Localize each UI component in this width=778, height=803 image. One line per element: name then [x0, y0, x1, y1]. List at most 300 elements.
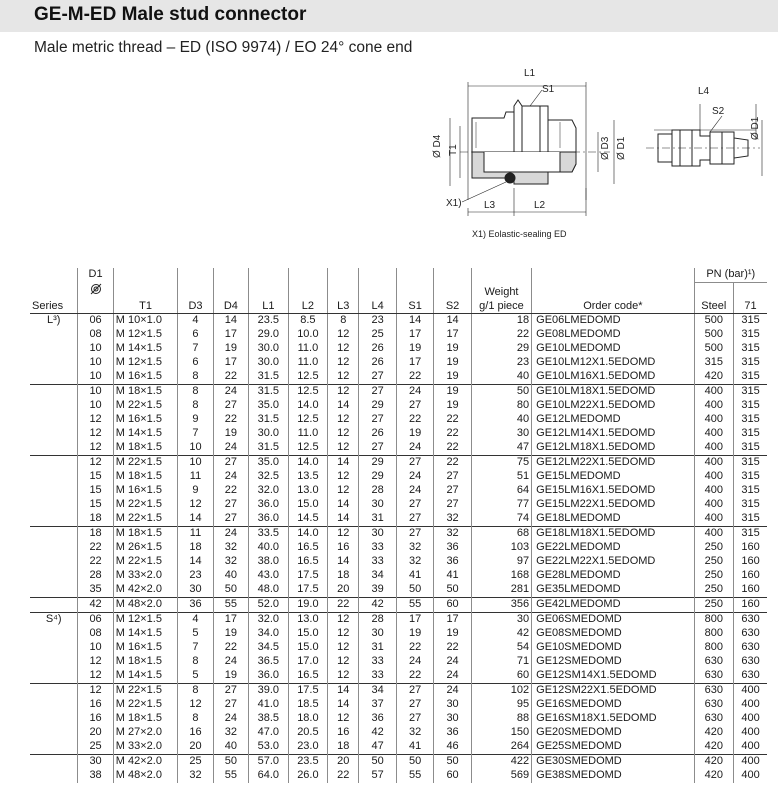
header-d1: D1 — [78, 268, 113, 283]
value-cell: 36 — [434, 541, 471, 555]
header-l1: L1 — [249, 299, 289, 314]
value-cell: 20 — [328, 583, 359, 598]
value-cell: 24 — [213, 441, 248, 456]
value-cell: 400 — [694, 470, 734, 484]
value-cell: 20.5 — [288, 726, 328, 740]
order-code-cell: GE12LMEDOMD — [532, 413, 694, 427]
value-cell: 103 — [471, 541, 531, 555]
table-row — [30, 456, 767, 471]
header-s1: S1 — [396, 299, 433, 314]
value-cell: 14 — [396, 314, 433, 329]
value-cell: 29 — [359, 456, 396, 471]
value-cell: 22 — [434, 641, 471, 655]
value-cell: 12 — [78, 456, 113, 471]
value-cell: 50 — [396, 583, 433, 598]
series-cell — [30, 555, 78, 569]
value-cell: 17 — [213, 328, 248, 342]
value-cell: 18.5 — [288, 698, 328, 712]
value-cell: 42 — [471, 627, 531, 641]
value-cell: 28 — [359, 484, 396, 498]
value-cell: 33 — [359, 555, 396, 569]
value-cell: 22 — [471, 328, 531, 342]
value-cell: 12.5 — [288, 413, 328, 427]
value-cell: 68 — [471, 527, 531, 542]
header-weight-unit: g/1 piece — [471, 299, 531, 314]
value-cell: 12 — [328, 413, 359, 427]
dim-label-l3: L3 — [484, 200, 496, 211]
value-cell: 569 — [471, 769, 531, 783]
value-cell: 36.0 — [249, 512, 289, 527]
series-cell — [30, 669, 78, 684]
series-cell — [30, 456, 78, 471]
value-cell: 27 — [359, 385, 396, 400]
value-cell: 35.0 — [249, 399, 289, 413]
value-cell: 30 — [434, 698, 471, 712]
header-l2: L2 — [288, 299, 328, 314]
value-cell: 19 — [213, 342, 248, 356]
thread-cell: M 33×2.0 — [113, 569, 178, 583]
value-cell: 22 — [396, 669, 433, 684]
value-cell: 35 — [78, 583, 113, 598]
value-cell: 27 — [213, 498, 248, 512]
series-cell — [30, 541, 78, 555]
value-cell: 315 — [734, 342, 767, 356]
value-cell: 11.0 — [288, 356, 328, 370]
value-cell: 14 — [328, 399, 359, 413]
value-cell: 800 — [694, 613, 734, 628]
value-cell: 19 — [434, 399, 471, 413]
value-cell: 19 — [213, 669, 248, 684]
value-cell: 630 — [734, 641, 767, 655]
value-cell: 36.0 — [249, 669, 289, 684]
order-code-cell: GE10LMEDOMD — [532, 342, 694, 356]
value-cell: 630 — [734, 669, 767, 684]
thread-cell: M 48×2.0 — [113, 598, 178, 613]
value-cell: 22 — [78, 541, 113, 555]
value-cell: 12 — [328, 470, 359, 484]
value-cell: 17.5 — [288, 569, 328, 583]
value-cell: 400 — [694, 441, 734, 456]
value-cell: 315 — [734, 441, 767, 456]
order-code-cell: GE42LMEDOMD — [532, 598, 694, 613]
value-cell: 26.0 — [288, 769, 328, 783]
value-cell: 500 — [694, 314, 734, 329]
value-cell: 12 — [328, 328, 359, 342]
order-code-cell: GE16SMEDOMD — [532, 698, 694, 712]
dim-label-s1: S1 — [542, 84, 555, 95]
order-code-cell: GE10LM18X1.5EDOMD — [532, 385, 694, 400]
dim-label-d1-side: Ø D1 — [750, 116, 761, 140]
value-cell: 95 — [471, 698, 531, 712]
value-cell: 29 — [359, 399, 396, 413]
value-cell: 23 — [471, 356, 531, 370]
value-cell: 50 — [396, 755, 433, 770]
table-row — [30, 399, 767, 413]
value-cell: 10 — [178, 441, 213, 456]
specification-table — [30, 268, 767, 783]
value-cell: 18 — [328, 740, 359, 755]
dim-label-l4: L4 — [698, 86, 710, 97]
value-cell: 48.0 — [249, 583, 289, 598]
value-cell: 08 — [78, 627, 113, 641]
dim-label-t1: T1 — [448, 144, 459, 156]
header-d3: D3 — [178, 299, 213, 314]
series-cell — [30, 498, 78, 512]
value-cell: 34.5 — [249, 641, 289, 655]
value-cell: 400 — [734, 769, 767, 783]
value-cell: 33.5 — [249, 527, 289, 542]
value-cell: 27 — [213, 456, 248, 471]
value-cell: 315 — [734, 356, 767, 370]
series-cell — [30, 527, 78, 542]
value-cell: 16 — [78, 698, 113, 712]
value-cell: 24 — [213, 385, 248, 400]
value-cell: 400 — [734, 740, 767, 755]
value-cell: 160 — [734, 583, 767, 598]
value-cell: 17 — [396, 328, 433, 342]
value-cell: 630 — [694, 669, 734, 684]
value-cell: 42 — [359, 726, 396, 740]
value-cell: 32 — [213, 541, 248, 555]
value-cell: 12 — [328, 641, 359, 655]
header-d4: D4 — [213, 299, 248, 314]
value-cell: 12 — [328, 427, 359, 441]
series-cell — [30, 427, 78, 441]
thread-cell: M 16×1.5 — [113, 370, 178, 385]
value-cell: 51 — [471, 470, 531, 484]
value-cell: 10 — [78, 399, 113, 413]
order-code-cell: GE10SMEDOMD — [532, 641, 694, 655]
value-cell: 24 — [396, 484, 433, 498]
value-cell: 38 — [78, 769, 113, 783]
value-cell: 50 — [213, 755, 248, 770]
value-cell: 14 — [213, 314, 248, 329]
value-cell: 26 — [359, 427, 396, 441]
value-cell: 27 — [396, 399, 433, 413]
value-cell: 19 — [434, 356, 471, 370]
thread-cell: M 12×1.5 — [113, 356, 178, 370]
value-cell: 30 — [359, 527, 396, 542]
value-cell: 46 — [434, 740, 471, 755]
value-cell: 630 — [694, 684, 734, 699]
value-cell: 400 — [694, 527, 734, 542]
value-cell: 32.5 — [249, 470, 289, 484]
value-cell: 160 — [734, 555, 767, 569]
table-row — [30, 441, 767, 456]
value-cell: 250 — [694, 569, 734, 583]
thread-cell: M 48×2.0 — [113, 769, 178, 783]
value-cell: 356 — [471, 598, 531, 613]
thread-cell: M 22×1.5 — [113, 498, 178, 512]
thread-cell: M 16×1.5 — [113, 641, 178, 655]
table-row — [30, 555, 767, 569]
order-code-cell: GE12SMEDOMD — [532, 655, 694, 669]
dim-label-l1: L1 — [524, 68, 536, 79]
value-cell: 18 — [471, 314, 531, 329]
value-cell: 32.0 — [249, 613, 289, 628]
value-cell: 16.5 — [288, 555, 328, 569]
value-cell: 27 — [396, 512, 433, 527]
value-cell: 60 — [434, 769, 471, 783]
order-code-cell: GE15LM16X1.5EDOMD — [532, 484, 694, 498]
value-cell: 14.0 — [288, 399, 328, 413]
series-cell — [30, 370, 78, 385]
value-cell: 12 — [78, 427, 113, 441]
value-cell: 400 — [734, 684, 767, 699]
value-cell: 31 — [359, 512, 396, 527]
value-cell: 97 — [471, 555, 531, 569]
table-row — [30, 627, 767, 641]
value-cell: 20 — [328, 755, 359, 770]
dim-label-d4: Ø D4 — [432, 134, 443, 158]
header-l3: L3 — [328, 299, 359, 314]
value-cell: 19 — [434, 627, 471, 641]
value-cell: 8 — [178, 655, 213, 669]
value-cell: 22 — [434, 456, 471, 471]
value-cell: 40 — [213, 569, 248, 583]
value-cell: 18 — [178, 541, 213, 555]
value-cell: 27 — [434, 498, 471, 512]
table-row — [30, 427, 767, 441]
value-cell: 34.0 — [249, 627, 289, 641]
value-cell: 15 — [78, 470, 113, 484]
value-cell: 34 — [359, 569, 396, 583]
series-cell — [30, 684, 78, 699]
order-code-cell: GE12SM22X1.5EDOMD — [532, 684, 694, 699]
thread-cell: M 16×1.5 — [113, 413, 178, 427]
value-cell: 315 — [734, 456, 767, 471]
value-cell: 8 — [178, 712, 213, 726]
value-cell: 27 — [396, 698, 433, 712]
series-cell — [30, 441, 78, 456]
value-cell: 500 — [694, 342, 734, 356]
value-cell: 24 — [213, 527, 248, 542]
value-cell: 24 — [213, 655, 248, 669]
value-cell: 12 — [328, 370, 359, 385]
series-cell — [30, 385, 78, 400]
order-code-cell: GE12LM18X1.5EDOMD — [532, 441, 694, 456]
value-cell: 315 — [734, 498, 767, 512]
thread-cell: M 22×1.5 — [113, 555, 178, 569]
table-row — [30, 726, 767, 740]
value-cell: 32.0 — [249, 484, 289, 498]
order-code-cell: GE22LM22X1.5EDOMD — [532, 555, 694, 569]
value-cell: 22 — [213, 370, 248, 385]
table-row — [30, 541, 767, 555]
thread-cell: M 10×1.0 — [113, 314, 178, 329]
value-cell: 14.5 — [288, 512, 328, 527]
value-cell: 12 — [78, 413, 113, 427]
value-cell: 10 — [78, 385, 113, 400]
value-cell: 400 — [694, 484, 734, 498]
order-code-cell: GE12LM22X1.5EDOMD — [532, 456, 694, 471]
value-cell: 17.5 — [288, 583, 328, 598]
value-cell: 47.0 — [249, 726, 289, 740]
table-body — [30, 314, 767, 784]
value-cell: 27 — [434, 484, 471, 498]
table-row — [30, 470, 767, 484]
table-row — [30, 413, 767, 427]
value-cell: 77 — [471, 498, 531, 512]
value-cell: 17 — [396, 356, 433, 370]
value-cell: 12 — [78, 655, 113, 669]
order-code-cell: GE12LM14X1.5EDOMD — [532, 427, 694, 441]
value-cell: 8 — [178, 684, 213, 699]
value-cell: 25 — [359, 328, 396, 342]
order-code-cell: GE38SMEDOMD — [532, 769, 694, 783]
value-cell: 17 — [434, 613, 471, 628]
value-cell: 4 — [178, 613, 213, 628]
value-cell: 54 — [471, 641, 531, 655]
value-cell: 40.0 — [249, 541, 289, 555]
series-cell: S⁴) — [30, 613, 78, 628]
value-cell: 33 — [359, 669, 396, 684]
value-cell: 41 — [396, 569, 433, 583]
value-cell: 74 — [471, 512, 531, 527]
value-cell: 16 — [78, 712, 113, 726]
value-cell: 18.0 — [288, 712, 328, 726]
value-cell: 15.0 — [288, 641, 328, 655]
value-cell: 9 — [178, 413, 213, 427]
value-cell: 25 — [78, 740, 113, 755]
value-cell: 12 — [78, 669, 113, 684]
table-row — [30, 641, 767, 655]
value-cell: 630 — [694, 698, 734, 712]
table-row — [30, 583, 767, 598]
value-cell: 22 — [213, 413, 248, 427]
value-cell: 31.5 — [249, 385, 289, 400]
value-cell: 27 — [396, 684, 433, 699]
thread-cell: M 22×1.5 — [113, 512, 178, 527]
value-cell: 315 — [734, 427, 767, 441]
thread-cell: M 14×1.5 — [113, 669, 178, 684]
value-cell: 16.5 — [288, 669, 328, 684]
header-series: Series — [30, 299, 78, 314]
value-cell: 15.0 — [288, 627, 328, 641]
value-cell: 14 — [178, 555, 213, 569]
value-cell: 630 — [734, 627, 767, 641]
series-cell — [30, 726, 78, 740]
value-cell: 18 — [78, 527, 113, 542]
value-cell: 12 — [328, 342, 359, 356]
value-cell: 22 — [213, 484, 248, 498]
value-cell: 22 — [328, 598, 359, 613]
value-cell: 20 — [178, 740, 213, 755]
value-cell: 23 — [359, 314, 396, 329]
value-cell: 43.0 — [249, 569, 289, 583]
value-cell: 800 — [694, 641, 734, 655]
value-cell: 315 — [734, 527, 767, 542]
value-cell: 12 — [78, 684, 113, 699]
value-cell: 32 — [396, 555, 433, 569]
value-cell: 14.0 — [288, 456, 328, 471]
value-cell: 06 — [78, 613, 113, 628]
value-cell: 32 — [434, 527, 471, 542]
value-cell: 10 — [78, 370, 113, 385]
value-cell: 315 — [734, 413, 767, 427]
value-cell: 5 — [178, 627, 213, 641]
value-cell: 31 — [359, 641, 396, 655]
order-code-cell: GE10LM16X1.5EDOMD — [532, 370, 694, 385]
value-cell: 39.0 — [249, 684, 289, 699]
series-cell — [30, 342, 78, 356]
value-cell: 420 — [694, 769, 734, 783]
series-cell — [30, 569, 78, 583]
series-cell — [30, 328, 78, 342]
thread-cell: M 42×2.0 — [113, 755, 178, 770]
value-cell: 42 — [359, 598, 396, 613]
value-cell: 22 — [396, 370, 433, 385]
header-s2: S2 — [434, 299, 471, 314]
order-code-cell: GE15LM22X1.5EDOMD — [532, 498, 694, 512]
value-cell: 30 — [359, 627, 396, 641]
value-cell: 55 — [396, 769, 433, 783]
value-cell: 12 — [178, 698, 213, 712]
table-row — [30, 527, 767, 542]
value-cell: 17 — [434, 328, 471, 342]
value-cell: 29 — [471, 342, 531, 356]
value-cell: 22 — [434, 427, 471, 441]
value-cell: 150 — [471, 726, 531, 740]
order-code-cell: GE18LM18X1.5EDOMD — [532, 527, 694, 542]
table-row — [30, 328, 767, 342]
value-cell: 10 — [78, 641, 113, 655]
value-cell: 29 — [359, 470, 396, 484]
value-cell: 14 — [434, 314, 471, 329]
value-cell: 22 — [396, 641, 433, 655]
value-cell: 34 — [359, 684, 396, 699]
series-cell — [30, 740, 78, 755]
value-cell: 60 — [434, 598, 471, 613]
value-cell: 19 — [434, 385, 471, 400]
value-cell: 33 — [359, 655, 396, 669]
thread-cell: M 18×1.5 — [113, 527, 178, 542]
table-row — [30, 342, 767, 356]
series-cell — [30, 399, 78, 413]
thread-cell: M 14×1.5 — [113, 427, 178, 441]
value-cell: 315 — [734, 470, 767, 484]
value-cell: 18 — [328, 569, 359, 583]
table-row — [30, 598, 767, 613]
value-cell: 41.0 — [249, 698, 289, 712]
header-weight: Weight — [471, 283, 531, 300]
value-cell: 36 — [359, 712, 396, 726]
series-cell — [30, 769, 78, 783]
value-cell: 12 — [78, 441, 113, 456]
value-cell: 26 — [359, 356, 396, 370]
value-cell: 27 — [396, 456, 433, 471]
value-cell: 19 — [396, 427, 433, 441]
value-cell: 19.0 — [288, 598, 328, 613]
value-cell: 32 — [434, 512, 471, 527]
order-code-cell: GE18LMEDOMD — [532, 512, 694, 527]
value-cell: 400 — [734, 698, 767, 712]
value-cell: 420 — [694, 740, 734, 755]
value-cell: 400 — [694, 385, 734, 400]
value-cell: 160 — [734, 598, 767, 613]
header-l4: L4 — [359, 299, 396, 314]
value-cell: 4 — [178, 314, 213, 329]
value-cell: 16.5 — [288, 541, 328, 555]
header-pn: PN (bar)¹) — [694, 268, 767, 283]
value-cell: 50 — [213, 583, 248, 598]
value-cell: 400 — [694, 427, 734, 441]
technical-drawing — [410, 60, 778, 250]
thread-cell: M 18×1.5 — [113, 655, 178, 669]
value-cell: 11 — [178, 470, 213, 484]
table-row — [30, 698, 767, 712]
value-cell: 40 — [471, 370, 531, 385]
